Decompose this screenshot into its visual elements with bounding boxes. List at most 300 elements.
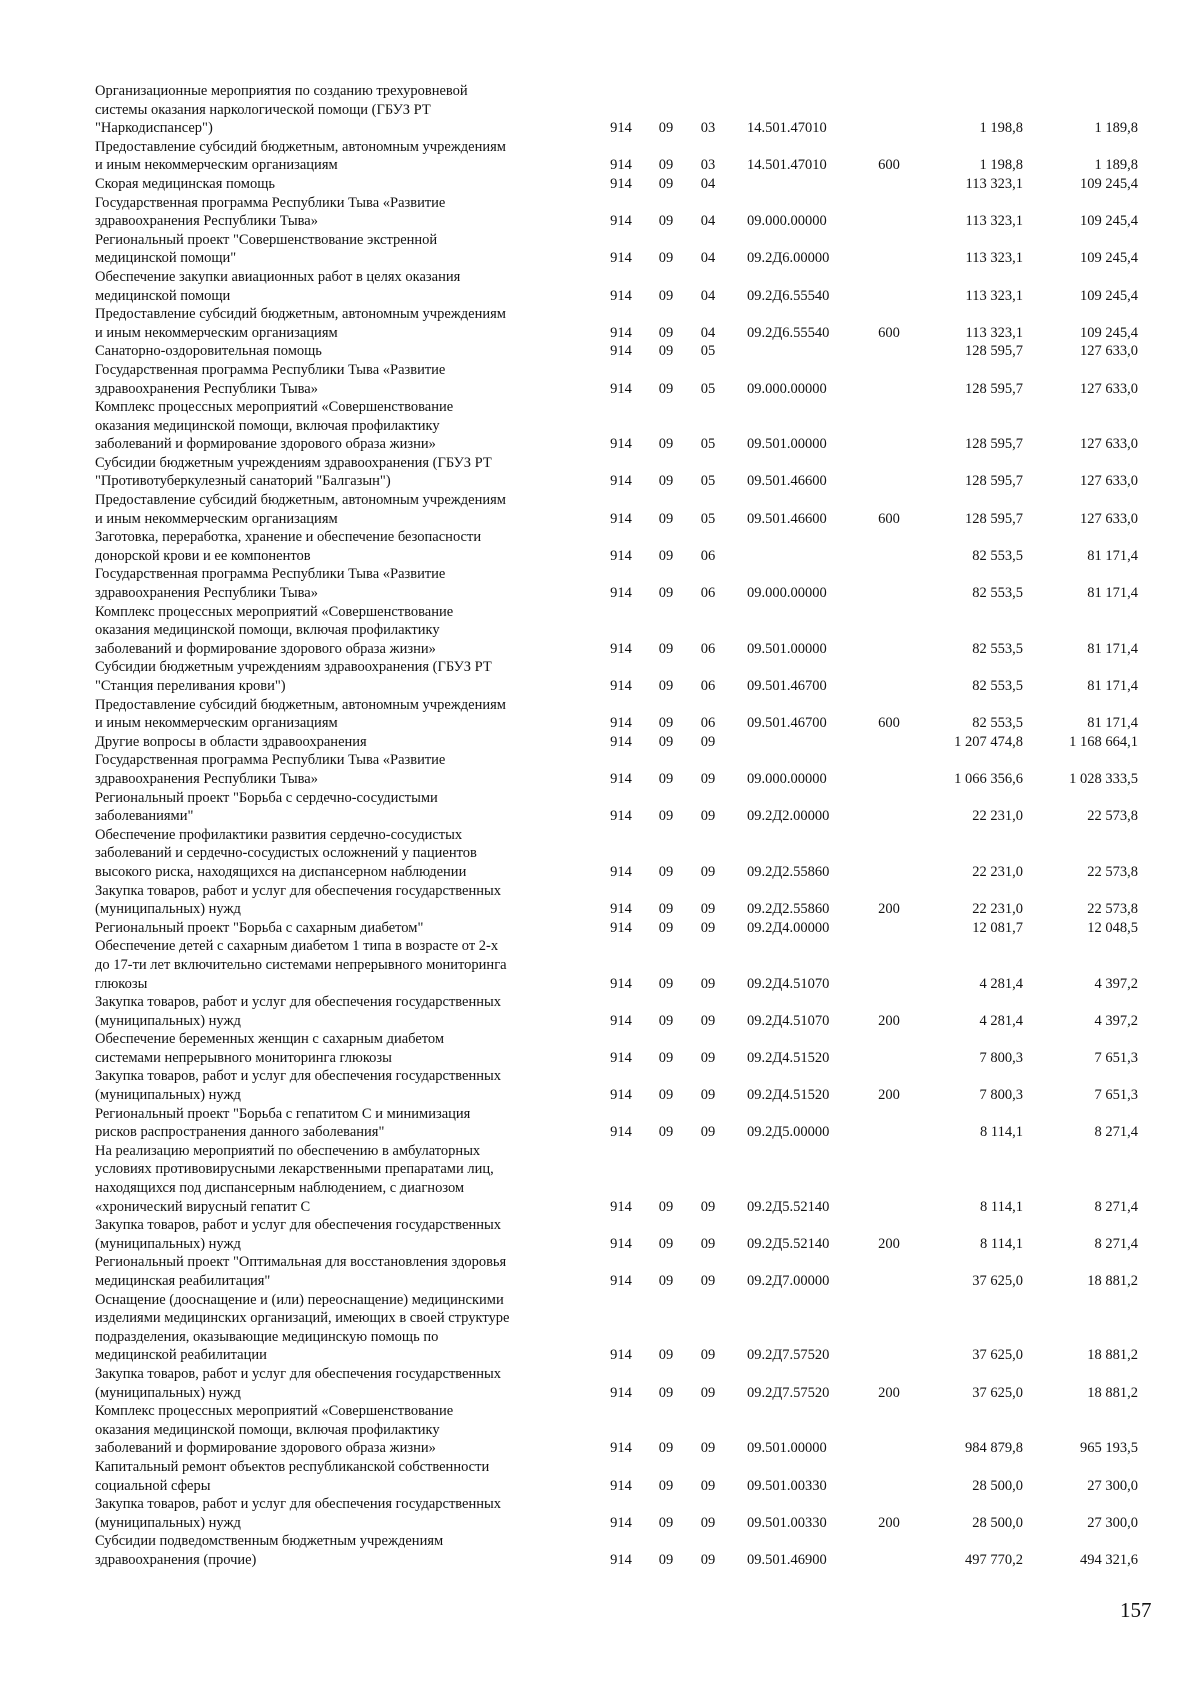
amount-year1-cell: 22 231,0 [972,808,1023,825]
department-code-cell: 914 [610,770,632,787]
section-code-cell: 09 [658,1440,674,1457]
row-name-cell: Организационные мероприятия по созданию трехуровневой системы оказания наркологической помощи (ГБУЗ РТ "Наркодиспансер") [95,83,468,137]
target-article-code-cell: 09.2Д6.55540 [747,287,830,304]
table-row [95,175,1165,194]
department-code-cell: 914 [610,213,632,230]
target-article-code-cell: 09.501.46600 [747,473,827,490]
subsection-code-cell: 09 [700,1012,716,1029]
section-code-cell: 09 [658,715,674,732]
section-code-cell: 09 [658,1384,674,1401]
department-code-cell: 914 [610,1235,632,1252]
amount-year1-cell: 128 595,7 [965,473,1023,490]
subsection-code-cell: 09 [700,1087,716,1104]
row-name-cell: Оснащение (дооснащение и (или) переоснащение) медицинскими изделиями медицинских организаций, имеющих в своей структуре подразделения, оказывающие медицинскую помощь по медицинской реабилитации [95,1291,510,1364]
section-code-cell: 09 [658,473,674,490]
row-name-cell: Региональный проект "Борьба с гепатитом С и минимизация рисков распространения данного заболевания" [95,1105,471,1141]
subsection-code-cell: 05 [700,380,716,397]
subsection-code-cell: 04 [700,287,716,304]
expense-type-code-cell: 200 [878,1384,900,1401]
expense-type-code-cell: 200 [878,1514,900,1531]
department-code-cell: 914 [610,808,632,825]
subsection-code-cell: 09 [700,1124,716,1141]
department-code-cell: 914 [610,715,632,732]
amount-year1-cell: 37 625,0 [972,1273,1023,1289]
table-row [95,1365,1165,1402]
amount-year1-cell: 4 281,4 [979,975,1023,992]
table-row [95,826,1165,882]
section-code-cell: 09 [658,901,674,918]
target-article-code-cell: 09.2Д6.55540 [747,324,830,341]
amount-year2-cell: 81 171,4 [1087,547,1138,564]
row-name-cell: Капитальный ремонт объектов республиканской собственности социальной сферы [95,1458,490,1494]
row-name-cell: Субсидии подведомственным бюджетным учреждениям здравоохранения (прочие) [95,1533,444,1568]
amount-year2-cell: 27 300,0 [1087,1514,1138,1531]
row-name-cell: Скорая медицинская помощь [95,175,275,192]
target-article-code-cell: 09.501.46700 [747,715,827,732]
section-code-cell: 09 [658,1273,674,1289]
row-name-cell: Предоставление субсидий бюджетным, автономным учреждениям и иным некоммерческим организациям [95,306,506,341]
amount-year1-cell: 82 553,5 [972,640,1023,657]
department-code-cell: 914 [610,863,632,880]
row-name-cell: Комплекс процессных мероприятий «Совершенствование оказания медицинской помощи, включая профилактику заболеваний и формирование здорового образа жизни» [95,603,454,657]
department-code-cell: 914 [610,1198,632,1215]
section-code-cell: 09 [658,678,674,694]
section-code-cell: 09 [658,1198,674,1215]
amount-year2-cell: 1 189,8 [1094,120,1138,137]
table-row [95,733,1165,752]
amount-year2-cell: 18 881,2 [1087,1347,1138,1364]
table-row [95,1030,1165,1067]
amount-year2-cell: 127 633,0 [1080,473,1138,490]
amount-year2-cell: 109 245,4 [1080,213,1138,230]
amount-year1-cell: 82 553,5 [972,678,1023,694]
section-code-cell: 09 [658,1235,674,1252]
department-code-cell: 914 [610,324,632,341]
table-row [95,305,1165,342]
amount-year2-cell: 8 271,4 [1094,1235,1138,1252]
amount-year2-cell: 22 573,8 [1087,901,1138,918]
section-code-cell: 09 [658,175,674,192]
table-row [95,565,1165,602]
department-code-cell: 914 [610,1477,632,1494]
row-name-cell: Обеспечение беременных женщин с сахарным диабетом системами непрерывного мониторинга глюкозы [95,1031,445,1066]
expense-type-code-cell: 200 [878,901,900,918]
amount-year1-cell: 497 770,2 [965,1551,1023,1568]
amount-year1-cell: 128 595,7 [965,380,1023,397]
table-row [95,1291,1165,1365]
amount-year1-cell: 22 231,0 [972,863,1023,880]
row-name-cell: Субсидии бюджетным учреждениям здравоохранения (ГБУЗ РТ "Станция переливания крови") [95,659,492,694]
target-article-code-cell: 09.501.00330 [747,1477,827,1494]
department-code-cell: 914 [610,1347,632,1364]
amount-year2-cell: 965 193,5 [1080,1440,1138,1457]
expense-type-code-cell: 600 [878,157,900,174]
amount-year1-cell: 7 800,3 [979,1087,1023,1104]
amount-year1-cell: 128 595,7 [965,436,1023,453]
amount-year2-cell: 81 171,4 [1087,715,1138,732]
department-code-cell: 914 [610,1440,632,1457]
department-code-cell: 914 [610,1087,632,1104]
amount-year2-cell: 12 048,5 [1087,919,1138,936]
amount-year2-cell: 109 245,4 [1080,250,1138,267]
department-code-cell: 914 [610,250,632,267]
expense-type-code-cell: 200 [878,1235,900,1252]
subsection-code-cell: 09 [700,808,716,825]
amount-year1-cell: 8 114,1 [980,1235,1023,1252]
target-article-code-cell: 14.501.47010 [747,120,827,137]
amount-year2-cell: 1 189,8 [1094,157,1138,174]
row-name-cell: Комплекс процессных мероприятий «Совершенствование оказания медицинской помощи, включая профилактику заболеваний и формирование здорового образа жизни» [95,1403,454,1457]
row-name-cell: На реализацию мероприятий по обеспечению в амбулаторных условиях противовирусными лекарственными препаратами лиц, находящихся под диспансерным наблюдением, с диагнозом «хронический вирусный гепатит С [95,1142,494,1215]
table-row [95,1105,1165,1142]
section-code-cell: 09 [658,436,674,453]
section-code-cell: 09 [658,1124,674,1141]
table-row [95,268,1165,305]
section-code-cell: 09 [658,733,674,750]
table-row [95,138,1165,175]
table-row [95,528,1165,565]
row-name-cell: Обеспечение профилактики развития сердечно-сосудистых заболеваний и сердечно-сосудистых осложнений у пациентов высокого риска, находящихся на диспансерном наблюдении [95,826,477,880]
section-code-cell: 09 [658,919,674,936]
page-number: 157 [1120,1598,1152,1622]
subsection-code-cell: 09 [700,863,716,880]
department-code-cell: 914 [610,901,632,918]
target-article-code-cell: 09.2Д7.57520 [747,1347,830,1364]
department-code-cell: 914 [610,473,632,490]
target-article-code-cell: 09.501.46700 [747,678,827,694]
section-code-cell: 09 [658,213,674,230]
table-row [95,491,1165,528]
table-row [95,361,1165,398]
target-article-code-cell: 09.000.00000 [747,770,827,787]
subsection-code-cell: 04 [700,324,716,341]
subsection-code-cell: 09 [700,975,716,992]
amount-year1-cell: 28 500,0 [972,1514,1023,1531]
amount-year1-cell: 1 198,8 [979,120,1023,137]
table-row [95,658,1165,695]
subsection-code-cell: 05 [700,510,716,527]
department-code-cell: 914 [610,547,632,564]
amount-year1-cell: 128 595,7 [965,343,1023,360]
department-code-cell: 914 [610,1514,632,1531]
target-article-code-cell: 09.501.00000 [747,436,827,453]
department-code-cell: 914 [610,678,632,694]
table-row [95,398,1165,454]
section-code-cell: 09 [658,120,674,137]
amount-year2-cell: 18 881,2 [1087,1384,1138,1401]
row-name-cell: Закупка товаров, работ и услуг для обеспечения государственных (муниципальных) нужд [95,1068,502,1104]
target-article-code-cell: 09.501.00000 [747,1440,827,1457]
amount-year1-cell: 113 323,1 [965,324,1023,341]
table-row [95,1458,1165,1495]
table-row [95,454,1165,491]
department-code-cell: 914 [610,919,632,936]
amount-year2-cell: 81 171,4 [1087,640,1138,657]
target-article-code-cell: 09.501.00330 [747,1514,827,1531]
table-row [95,1532,1165,1569]
row-name-cell: Закупка товаров, работ и услуг для обеспечения государственных (муниципальных) нужд [95,1217,502,1252]
subsection-code-cell: 09 [700,901,716,918]
table-row [95,1253,1165,1290]
subsection-code-cell: 06 [700,678,716,694]
target-article-code-cell: 09.2Д5.52140 [747,1235,830,1252]
amount-year2-cell: 127 633,0 [1080,510,1138,527]
row-name-cell: Обеспечение детей с сахарным диабетом 1 типа в возрасте от 2-х до 17-ти лет включительно системами непрерывного мониторинга глюкозы [95,938,507,992]
subsection-code-cell: 09 [700,919,716,936]
subsection-code-cell: 09 [700,1273,716,1289]
row-name-cell: Закупка товаров, работ и услуг для обеспечения государственных (муниципальных) нужд [95,1496,502,1531]
table-row [95,342,1165,361]
amount-year2-cell: 1 168 664,1 [1069,733,1138,750]
amount-year2-cell: 8 271,4 [1094,1124,1138,1141]
subsection-code-cell: 09 [700,1514,716,1531]
expense-type-code-cell: 200 [878,1012,900,1029]
table-row [95,919,1165,938]
amount-year2-cell: 81 171,4 [1087,678,1138,694]
target-article-code-cell: 09.2Д2.55860 [747,863,830,880]
target-article-code-cell: 09.2Д7.57520 [747,1384,830,1401]
section-code-cell: 09 [658,863,674,880]
row-name-cell: Санаторно-оздоровительная помощь [95,343,322,360]
section-code-cell: 09 [658,287,674,304]
row-name-cell: Комплекс процессных мероприятий «Совершенствование оказания медицинской помощи, включая профилактику заболеваний и формирование здорового образа жизни» [95,399,454,453]
subsection-code-cell: 09 [700,1198,716,1215]
row-name-cell: Государственная программа Республики Тыва «Развитие здравоохранения Республики Тыва» [95,194,446,230]
row-name-cell: Региональный проект "Борьба с сахарным диабетом" [95,919,424,936]
amount-year1-cell: 1 066 356,6 [954,770,1023,787]
row-name-cell: Заготовка, переработка, хранение и обеспечение безопасности донорской крови и ее компонентов [95,529,482,564]
subsection-code-cell: 06 [700,585,716,602]
subsection-code-cell: 09 [700,1347,716,1364]
amount-year2-cell: 127 633,0 [1080,436,1138,453]
amount-year1-cell: 37 625,0 [972,1384,1023,1401]
subsection-code-cell: 04 [700,213,716,230]
department-code-cell: 914 [610,436,632,453]
section-code-cell: 09 [658,1514,674,1531]
subsection-code-cell: 09 [700,1384,716,1401]
expense-type-code-cell: 600 [878,324,900,341]
department-code-cell: 914 [610,120,632,137]
table-row [95,82,1165,138]
department-code-cell: 914 [610,1384,632,1401]
subsection-code-cell: 05 [700,343,716,360]
target-article-code-cell: 14.501.47010 [747,157,827,174]
department-code-cell: 914 [610,510,632,527]
department-code-cell: 914 [610,175,632,192]
section-code-cell: 09 [658,1551,674,1568]
target-article-code-cell: 09.000.00000 [747,213,827,230]
department-code-cell: 914 [610,287,632,304]
section-code-cell: 09 [658,343,674,360]
amount-year1-cell: 1 198,8 [979,157,1023,174]
subsection-code-cell: 03 [700,157,716,174]
target-article-code-cell: 09.2Д4.51070 [747,975,830,992]
target-article-code-cell: 09.000.00000 [747,380,827,397]
subsection-code-cell: 09 [700,770,716,787]
amount-year1-cell: 22 231,0 [972,901,1023,918]
amount-year1-cell: 128 595,7 [965,510,1023,527]
section-code-cell: 09 [658,157,674,174]
row-name-cell: Государственная программа Республики Тыва «Развитие здравоохранения Республики Тыва» [95,361,446,397]
subsection-code-cell: 09 [700,1235,716,1252]
amount-year1-cell: 7 800,3 [979,1049,1023,1066]
target-article-code-cell: 09.2Д4.00000 [747,919,830,936]
table-row [95,993,1165,1030]
table-row [95,1402,1165,1458]
amount-year2-cell: 494 321,6 [1080,1551,1138,1568]
table-row [95,882,1165,919]
row-name-cell: Обеспечение закупки авиационных работ в целях оказания медицинской помощи [95,268,461,304]
amount-year1-cell: 113 323,1 [965,213,1023,230]
target-article-code-cell: 09.2Д5.00000 [747,1124,830,1141]
section-code-cell: 09 [658,808,674,825]
section-code-cell: 09 [658,1012,674,1029]
amount-year1-cell: 1 207 474,8 [954,733,1023,750]
section-code-cell: 09 [658,380,674,397]
table-row [95,194,1165,231]
table-row [95,231,1165,268]
department-code-cell: 914 [610,1551,632,1568]
row-name-cell: Закупка товаров, работ и услуг для обеспечения государственных (муниципальных) нужд [95,1365,502,1401]
section-code-cell: 09 [658,547,674,564]
expense-type-code-cell: 200 [878,1087,900,1104]
subsection-code-cell: 05 [700,473,716,490]
amount-year1-cell: 37 625,0 [972,1347,1023,1364]
amount-year1-cell: 28 500,0 [972,1477,1023,1494]
target-article-code-cell: 09.000.00000 [747,585,827,602]
row-name-cell: Государственная программа Республики Тыва «Развитие здравоохранения Республики Тыва» [95,752,446,787]
subsection-code-cell: 09 [700,733,716,750]
subsection-code-cell: 09 [700,1551,716,1568]
subsection-code-cell: 05 [700,436,716,453]
subsection-code-cell: 04 [700,250,716,267]
subsection-code-cell: 09 [700,1049,716,1066]
table-row [95,603,1165,659]
section-code-cell: 09 [658,250,674,267]
target-article-code-cell: 09.2Д4.51070 [747,1012,830,1029]
amount-year1-cell: 82 553,5 [972,715,1023,732]
amount-year1-cell: 113 323,1 [965,287,1023,304]
department-code-cell: 914 [610,975,632,992]
row-name-cell: Региональный проект "Оптимальная для восстановления здоровья медицинская реабилитация" [95,1254,507,1289]
section-code-cell: 09 [658,1347,674,1364]
amount-year2-cell: 4 397,2 [1094,975,1138,992]
amount-year2-cell: 7 651,3 [1094,1087,1138,1104]
amount-year2-cell: 8 271,4 [1094,1198,1138,1215]
amount-year2-cell: 109 245,4 [1080,175,1138,192]
amount-year1-cell: 82 553,5 [972,585,1023,602]
target-article-code-cell: 09.2Д6.00000 [747,250,830,267]
expense-type-code-cell: 600 [878,510,900,527]
section-code-cell: 09 [658,324,674,341]
row-name-cell: Предоставление субсидий бюджетным, автономным учреждениям и иным некоммерческим организациям [95,492,506,527]
subsection-code-cell: 04 [700,175,716,192]
amount-year2-cell: 22 573,8 [1087,863,1138,880]
table-row [95,751,1165,788]
section-code-cell: 09 [658,1477,674,1494]
amount-year2-cell: 7 651,3 [1094,1049,1138,1066]
subsection-code-cell: 03 [700,120,716,137]
subsection-code-cell: 09 [700,1477,716,1494]
subsection-code-cell: 06 [700,715,716,732]
row-name-cell: Региональный проект "Совершенствование экстренной медицинской помощи" [95,231,438,267]
row-name-cell: Закупка товаров, работ и услуг для обеспечения государственных (муниципальных) нужд [95,994,502,1029]
section-code-cell: 09 [658,510,674,527]
table-row [95,1216,1165,1253]
row-name-cell: Региональный проект "Борьба с сердечно-сосудистыми заболеваниями" [95,789,438,825]
department-code-cell: 914 [610,380,632,397]
amount-year1-cell: 12 081,7 [972,919,1023,936]
expense-type-code-cell: 600 [878,715,900,732]
row-name-cell: Государственная программа Республики Тыва «Развитие здравоохранения Республики Тыва» [95,566,446,602]
target-article-code-cell: 09.2Д5.52140 [747,1198,830,1215]
amount-year1-cell: 8 114,1 [980,1124,1023,1141]
section-code-cell: 09 [658,1049,674,1066]
target-article-code-cell: 09.2Д4.51520 [747,1087,830,1104]
row-name-cell: Закупка товаров, работ и услуг для обеспечения государственных (муниципальных) нужд [95,882,502,918]
department-code-cell: 914 [610,733,632,750]
amount-year2-cell: 18 881,2 [1087,1273,1138,1289]
row-name-cell: Другие вопросы в области здравоохранения [95,733,367,750]
amount-year2-cell: 81 171,4 [1087,585,1138,602]
amount-year2-cell: 109 245,4 [1080,324,1138,341]
subsection-code-cell: 06 [700,547,716,564]
department-code-cell: 914 [610,585,632,602]
table-row [95,937,1165,993]
department-code-cell: 914 [610,343,632,360]
row-name-cell: Субсидии бюджетным учреждениям здравоохранения (ГБУЗ РТ "Противотуберкулезный санаторий "Балгазын") [95,454,492,490]
department-code-cell: 914 [610,1049,632,1066]
row-name-cell: Предоставление субсидий бюджетным, автономным учреждениям и иным некоммерческим организациям [95,138,506,174]
section-code-cell: 09 [658,585,674,602]
amount-year2-cell: 109 245,4 [1080,287,1138,304]
subsection-code-cell: 06 [700,640,716,657]
target-article-code-cell: 09.2Д4.51520 [747,1049,830,1066]
department-code-cell: 914 [610,640,632,657]
subsection-code-cell: 09 [700,1440,716,1457]
table-row [95,1067,1165,1104]
target-article-code-cell: 09.2Д2.00000 [747,808,830,825]
target-article-code-cell: 09.2Д2.55860 [747,901,830,918]
amount-year2-cell: 27 300,0 [1087,1477,1138,1494]
section-code-cell: 09 [658,1087,674,1104]
table-row [95,789,1165,826]
target-article-code-cell: 09.501.46600 [747,510,827,527]
amount-year2-cell: 22 573,8 [1087,808,1138,825]
department-code-cell: 914 [610,1012,632,1029]
amount-year1-cell: 984 879,8 [965,1440,1023,1457]
amount-year2-cell: 1 028 333,5 [1069,770,1138,787]
amount-year1-cell: 8 114,1 [980,1198,1023,1215]
amount-year2-cell: 127 633,0 [1080,380,1138,397]
amount-year1-cell: 113 323,1 [965,175,1023,192]
amount-year2-cell: 127 633,0 [1080,343,1138,360]
section-code-cell: 09 [658,975,674,992]
section-code-cell: 09 [658,640,674,657]
budget-table [95,82,1165,1570]
department-code-cell: 914 [610,157,632,174]
department-code-cell: 914 [610,1124,632,1141]
row-name-cell: Предоставление субсидий бюджетным, автономным учреждениям и иным некоммерческим организациям [95,696,506,732]
amount-year1-cell: 4 281,4 [979,1012,1023,1029]
amount-year2-cell: 4 397,2 [1094,1012,1138,1029]
target-article-code-cell: 09.501.46900 [747,1551,827,1568]
department-code-cell: 914 [610,1273,632,1289]
section-code-cell: 09 [658,770,674,787]
amount-year1-cell: 82 553,5 [972,547,1023,564]
table-row [95,1495,1165,1532]
target-article-code-cell: 09.2Д7.00000 [747,1273,830,1289]
